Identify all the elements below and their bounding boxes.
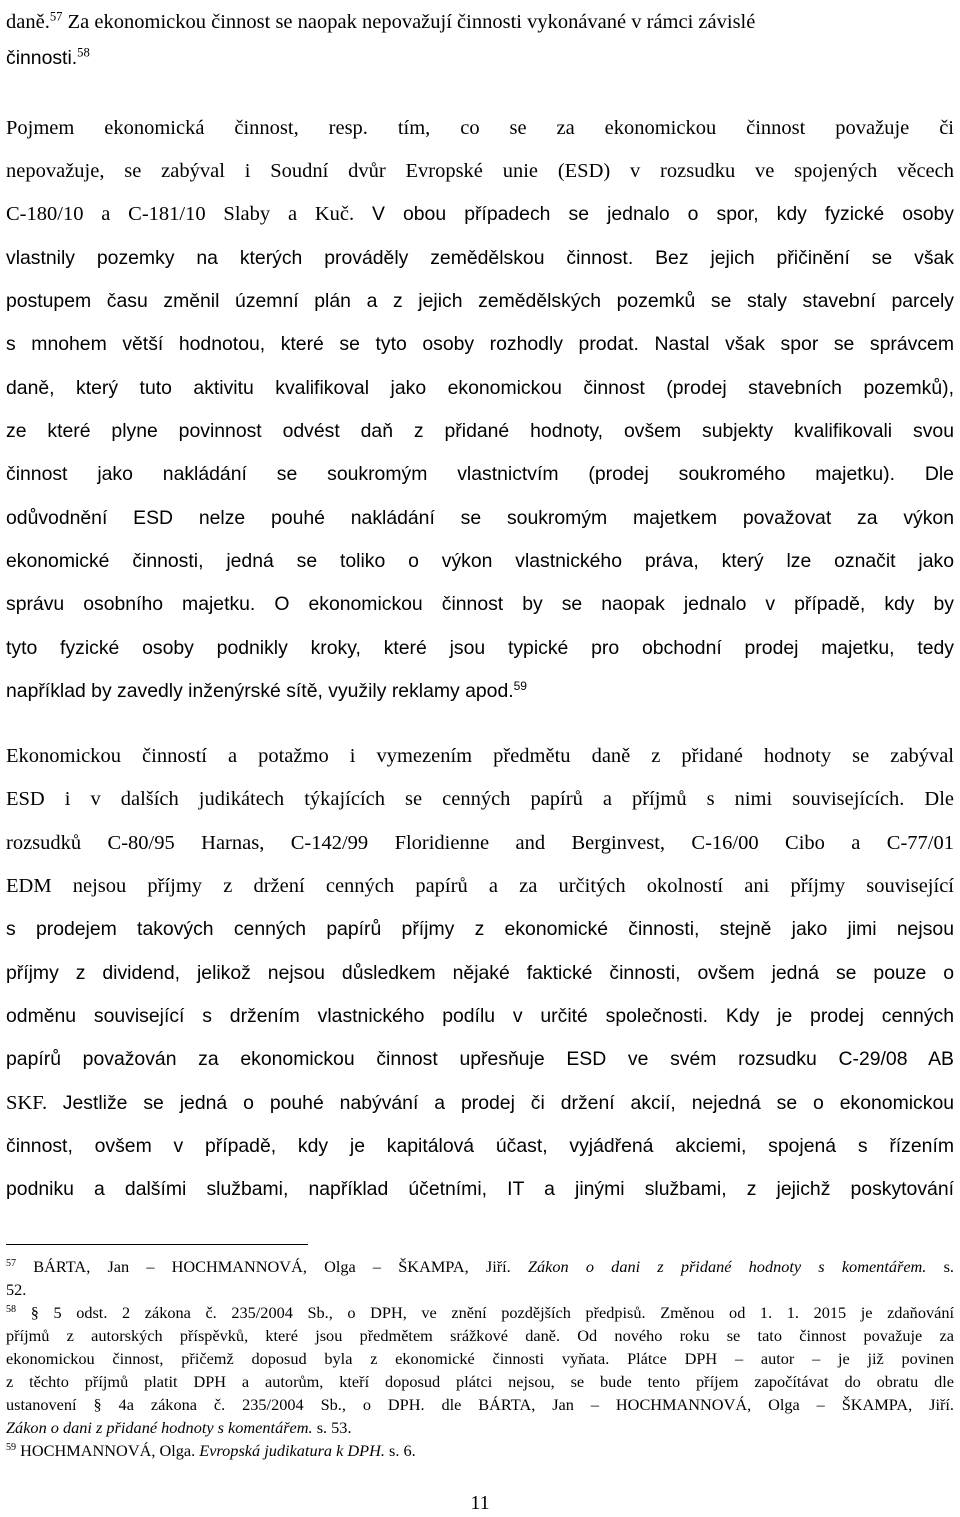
body-line: podniku a dalšími službami, například účetními, IT a jinými službami, z jejichž poskytování [6, 1178, 954, 1200]
body-line: správu osobního majetku. O ekonomickou činnost by se naopak jednalo v případě, kdy by [6, 593, 955, 615]
footnote-ref: 57 [49, 9, 63, 24]
footnote-line: $^{57}$ BÁRTA, Jan – HOCHMANNOVÁ, Olga – ŠKAMPA, Jiří. Zákon o dani z přidané hodnoty s komentářem. s. [6, 1257, 955, 1276]
footnote-number: 58 [6, 1303, 17, 1315]
body-line: SKF. Jestliže se jedná o pouhé nabývání a prodej či držení akcií, nejedná se o ekonomickou [6, 1092, 955, 1114]
body-line: rozsudků C-80/95 Harnas, C-142/99 Floridienne and Berginvest, C-16/00 Cibo a C-77/01 [6, 832, 954, 854]
footnote-ref: 59 [513, 678, 527, 693]
footnote-line: Zákon o dani z přidané hodnoty s komentářem. s. 53. [6, 1418, 352, 1437]
footnote-line: ekonomickou činnost, přičemž doposud byla z ekonomické činnosti vyňata. Plátce DPH – autor – je již povinen [6, 1349, 954, 1368]
body-line: například by zavedly inženýrské sítě, využily reklamy apod.$^{59}$ [6, 678, 527, 702]
footnote-separator [6, 1244, 308, 1245]
body-line: s mnohem větší hodnotou, které se tyto osoby rozhodly prodat. Nastal však spor se správcem [6, 333, 954, 355]
body-line: ekonomické činnosti, jedná se toliko o výkon vlastnického práva, který lze označit jako [6, 550, 954, 572]
body-line: vlastnily pozemky na kterých prováděly zemědělskou činnost. Bez jejich přičinění se však [6, 247, 954, 269]
body-line: nepovažuje, se zabýval i Soudní dvůr Evropské unie (ESD) v rozsudku ve spojených věcech [6, 160, 954, 182]
body-line: odměnu související s držením vlastnického podílu v určité společnosti. Kdy je prodej cenných [6, 1005, 955, 1027]
body-line: tyto fyzické osoby podnikly kroky, které jsou typické pro obchodní prodej majetku, tedy [6, 637, 954, 659]
footnote-line: z těchto příjmů platit DPH a autorům, kteří doposud plátci nejsou, se bude tento příjem započítávat do obratu dle [6, 1372, 954, 1391]
footnote-ref: 58 [77, 45, 90, 60]
footnote-line: $^{58}$ § 5 odst. 2 zákona č. 235/2004 Sb., o DPH, ve znění pozdějších předpisů. Změnou od 1. 1. 2015 je zdaňování [6, 1303, 954, 1322]
body-line: činnosti.$^{58}$ [6, 45, 90, 69]
body-line: daně.$^{57}$ Za ekonomickou činnost se naopak nepovažují činnosti vykonávané v rámci závislé [6, 9, 756, 33]
body-line: C-180/10 a C-181/10 Slaby a Kuč. V obou případech se jednalo o spor, kdy fyzické osoby [6, 203, 954, 225]
footnote-number: 57 [6, 1257, 17, 1269]
body-line: činnost jako nakládání se soukromým vlastnictvím (prodej soukromého majetku). Dle [6, 463, 954, 485]
body-line: příjmy z dividend, jelikož nejsou důsledkem nějaké faktické činnosti, ovšem jedná se pouze o [6, 962, 954, 984]
body-line: činnost, ovšem v případě, kdy je kapitálová účast, vyjádřená akciemi, spojená s řízením [6, 1135, 954, 1157]
body-line: ze které plyne povinnost odvést daň z přidané hodnoty, ovšem subjekty kvalifikovali svou [6, 420, 954, 442]
footnote-line: 52. [6, 1280, 27, 1299]
body-line: postupem času změnil územní plán a z jejich zemědělských pozemků se staly stavební parcely [6, 290, 954, 312]
body-line: Pojmem ekonomická činnost, resp. tím, co se za ekonomickou činnost považuje či [6, 117, 954, 139]
body-line: odůvodnění ESD nelze pouhé nakládání se soukromým majetkem považovat za výkon [6, 507, 954, 529]
body-line: ESD i v dalších judikátech týkajících se cenných papírů a příjmů s nimi souvisejících. Dle [6, 788, 954, 810]
body-line: papírů považován za ekonomickou činnost upřesňuje ESD ve svém rozsudku C-29/08 AB [6, 1048, 954, 1070]
footnote-number: 59 [6, 1441, 17, 1453]
body-line: EDM nejsou příjmy z držení cenných papírů a za určitých okolností ani příjmy související [6, 875, 954, 897]
footnote-line: $^{59}$ HOCHMANNOVÁ, Olga. Evropská judikatura k DPH. s. 6. [6, 1441, 416, 1460]
body-line: Ekonomickou činností a potažmo i vymezením předmětu daně z přidané hodnoty se zabýval [6, 745, 954, 767]
body-line: daně, který tuto aktivitu kvalifikoval jako ekonomickou činnost (prodej stavebních pozemků), [6, 377, 954, 399]
footnote-line: příjmů z autorských příspěvků, které jsou předmětem srážkové daně. Od nového roku se tato činnost považuje za [6, 1326, 954, 1345]
body-line: s prodejem takových cenných papírů příjmy z ekonomické činnosti, stejně jako jimi nejsou [6, 918, 954, 940]
page-number: 11 [470, 1492, 490, 1514]
footnote-line: ustanovení § 4a zákona č. 235/2004 Sb., o DPH. dle BÁRTA, Jan – HOCHMANNOVÁ, Olga – ŠKAMPA, Jiří. [6, 1395, 954, 1414]
